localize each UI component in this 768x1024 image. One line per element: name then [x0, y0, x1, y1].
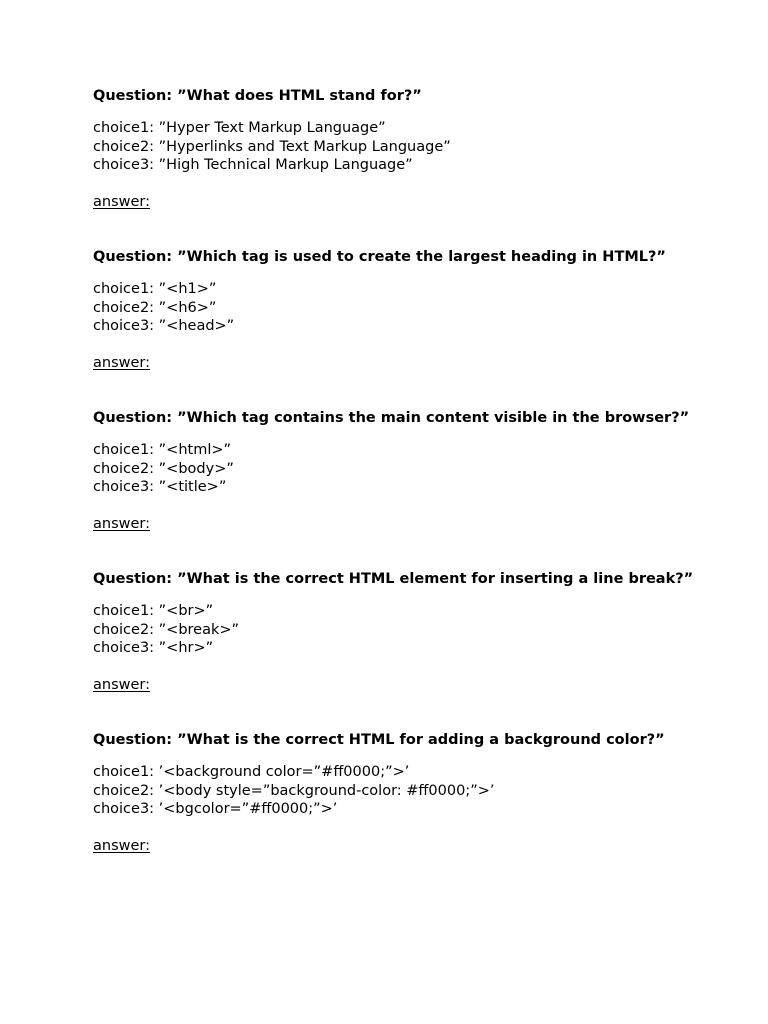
- choice-3: choice3: ”<head>”: [93, 318, 235, 334]
- choice-2: choice2: ”<body>”: [93, 460, 234, 477]
- quiz-document: [93, 86, 743, 891]
- answer-label: answer:: [93, 837, 151, 854]
- question-block-4: [93, 569, 743, 730]
- answer-label: answer:: [93, 515, 151, 532]
- choice-list: [93, 119, 743, 175]
- question-block-5: [93, 730, 743, 891]
- answer-label: answer:: [93, 193, 151, 210]
- choice-1: choice1: ”<html>”: [93, 442, 232, 458]
- choice-1: choice1: ”Hyper Text Markup Language”: [93, 120, 386, 136]
- choice-2: choice2: ’<body style=”background-color: #ff0000;”>’: [93, 782, 495, 799]
- question-text: Question: ”Which tag contains the main content visible in the browser?”: [93, 410, 690, 426]
- question-text: Question: ”What does HTML stand for?”: [93, 88, 422, 104]
- choice-2: choice2: ”Hyperlinks and Text Markup Language”: [93, 138, 451, 155]
- choice-list: [93, 280, 743, 336]
- choice-3: choice3: ’<bgcolor=”#ff0000;”>’: [93, 801, 338, 817]
- choice-3: choice3: ”High Technical Markup Language”: [93, 157, 413, 173]
- question-text: Question: ”What is the correct HTML element for inserting a line break?”: [93, 571, 694, 587]
- choice-3: choice3: ”<title>”: [93, 479, 227, 495]
- question-block-3: [93, 408, 743, 569]
- answer-label: answer:: [93, 676, 151, 693]
- choice-2: choice2: ”<h6>”: [93, 299, 217, 316]
- question-text: Question: ”Which tag is used to create the largest heading in HTML?”: [93, 249, 666, 265]
- choice-list: [93, 763, 743, 819]
- choice-1: choice1: ’<background color=”#ff0000;”>’: [93, 764, 410, 780]
- question-block-1: [93, 86, 743, 247]
- choice-list: [93, 441, 743, 497]
- choice-3: choice3: ”<hr>”: [93, 640, 214, 656]
- answer-label: answer:: [93, 354, 151, 371]
- choice-1: choice1: ”<br>”: [93, 603, 214, 619]
- question-text: Question: ”What is the correct HTML for adding a background color?”: [93, 732, 665, 748]
- choice-1: choice1: ”<h1>”: [93, 281, 217, 297]
- question-block-2: [93, 247, 743, 408]
- choice-list: [93, 602, 743, 658]
- choice-2: choice2: ”<break>”: [93, 621, 240, 638]
